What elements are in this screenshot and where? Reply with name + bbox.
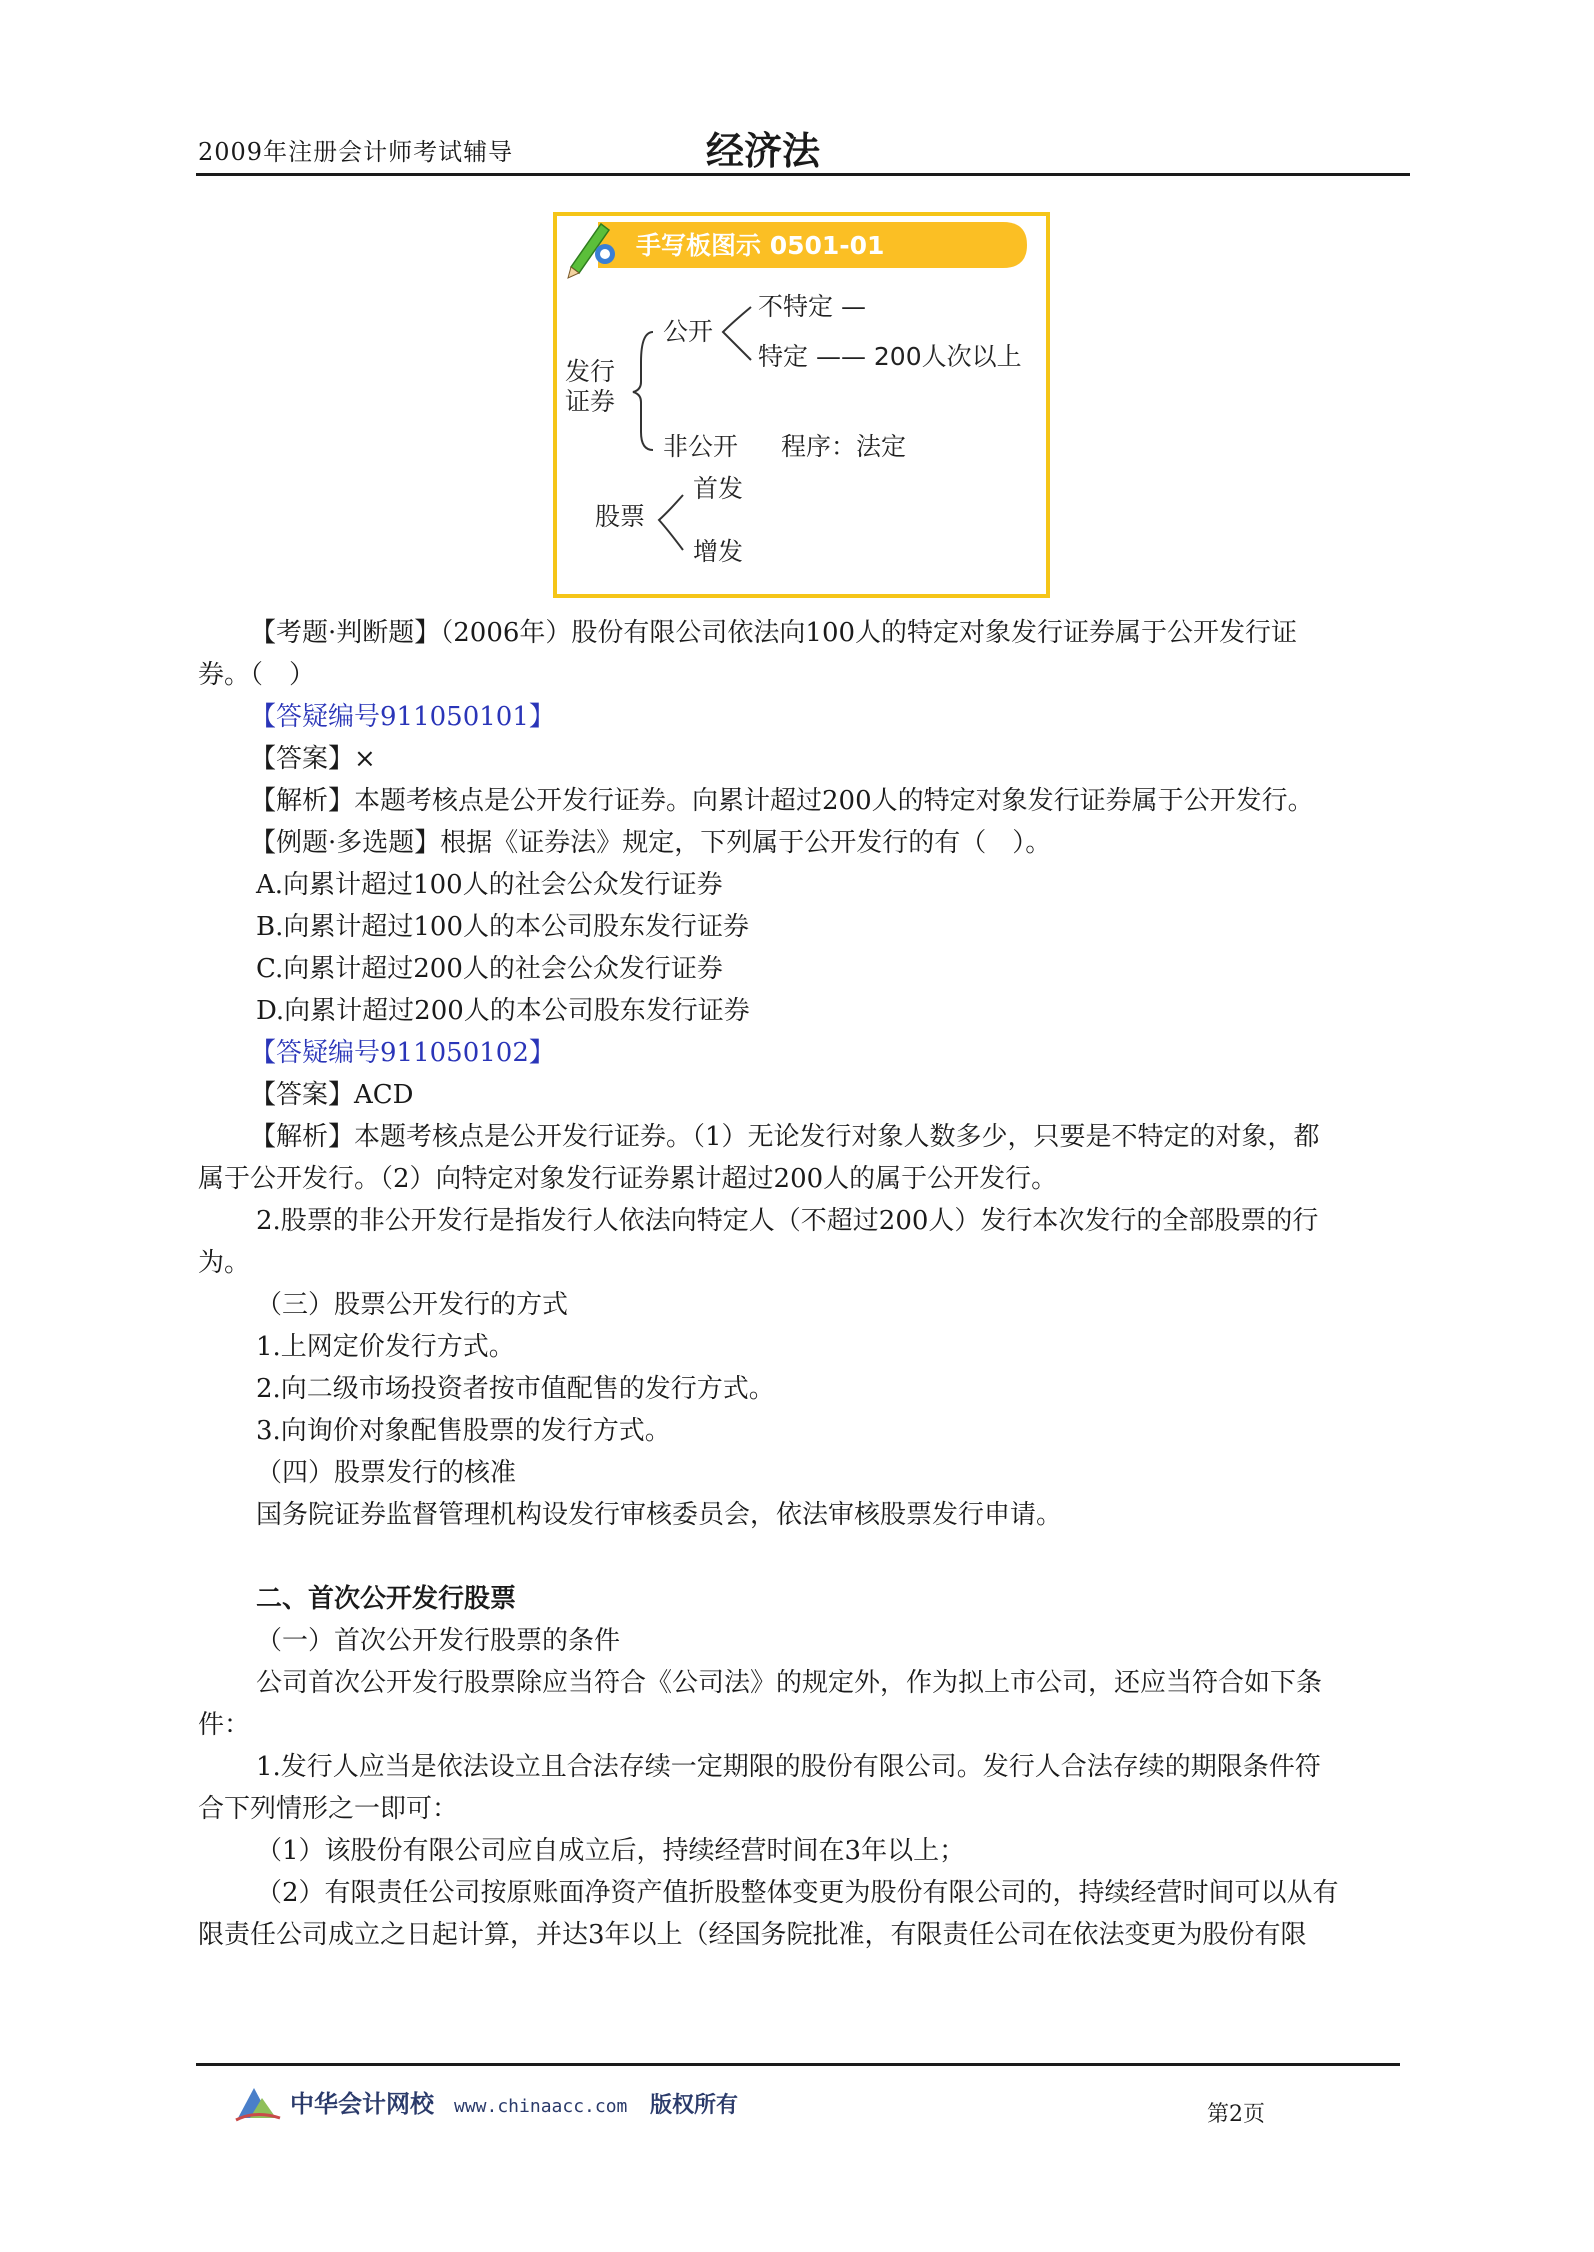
page-body bbox=[198, 612, 1412, 1956]
q2-analysis-line-2: 属于公开发行。（2）向特定对象发行证券累计超过200人的属于公开发行。 bbox=[198, 1164, 1058, 1194]
section-3-item-3: 3.向询价对象配售股票的发行方式。 bbox=[256, 1416, 671, 1446]
footer-url: www.chinaacc.com bbox=[454, 2096, 628, 2117]
section-2-para-line-1: 公司首次公开发行股票除应当符合《公司法》的规定外，作为拟上市公司，还应当符合如下条 bbox=[256, 1668, 1323, 1698]
header-rule bbox=[196, 173, 1410, 176]
header-course-title: 2009年注册会计师考试辅导 bbox=[198, 138, 514, 166]
condition-1-line-2: 合下列情形之一即可： bbox=[198, 1794, 459, 1824]
page-number: 第2页 bbox=[1207, 2102, 1265, 2127]
footer-rights: 版权所有 bbox=[650, 2093, 739, 2118]
q1-answer-code: 【答疑编号911050101】 bbox=[250, 702, 555, 732]
footer-logo bbox=[232, 2078, 772, 2128]
diagram-node-procedure: 程序：法定 bbox=[781, 432, 907, 461]
diagram-node-add-issue: 增发 bbox=[693, 537, 744, 566]
q2-option-a: A.向累计超过100人的社会公众发行证券 bbox=[256, 870, 723, 900]
section-3-item-2: 2.向二级市场投资者按市值配售的发行方式。 bbox=[256, 1374, 775, 1404]
q1-line-1: 【考题·判断题】（2006年）股份有限公司依法向100人的特定对象发行证券属于公开发行证 bbox=[250, 618, 1298, 648]
diagram-node-nonpublic: 非公开 bbox=[663, 432, 739, 461]
section-2-para-line-2: 件： bbox=[198, 1710, 251, 1740]
diagram-node-public: 公开 bbox=[663, 317, 714, 346]
q2-analysis-line-1: 【解析】本题考核点是公开发行证券。（1）无论发行对象人数多少，只要是不特定的对象，都 bbox=[250, 1122, 1320, 1152]
condition-1-item-2-line-1: （2）有限责任公司按原账面净资产值折股整体变更为股份有限公司的，持续经营时间可以从有 bbox=[256, 1878, 1339, 1908]
nonpublic-line-1: 2.股票的非公开发行是指发行人依法向特定人（不超过200人）发行本次发行的全部股票的行 bbox=[256, 1206, 1319, 1236]
q2-option-b: B.向累计超过100人的本公司股东发行证券 bbox=[256, 912, 749, 942]
q2-option-c: C.向累计超过200人的社会公众发行证券 bbox=[256, 954, 723, 984]
diagram-node-stock: 股票 bbox=[595, 502, 646, 531]
q1-answer: 【答案】× bbox=[250, 744, 376, 774]
q2-stem: 【例题·多选题】根据《证券法》规定，下列属于公开发行的有（ ）。 bbox=[250, 828, 1052, 858]
q2-answer: 【答案】ACD bbox=[250, 1080, 414, 1110]
section-3-item-1: 1.上网定价发行方式。 bbox=[256, 1332, 515, 1362]
diagram-border bbox=[555, 214, 1048, 596]
q2-answer-code: 【答疑编号911050102】 bbox=[250, 1038, 555, 1068]
footer-logo-text: 中华会计网校 bbox=[290, 2090, 434, 2118]
section-4-heading: （四）股票发行的核准 bbox=[256, 1458, 517, 1488]
diagram-tab-title: 手写板图示 0501-01 bbox=[636, 231, 885, 260]
section-spacer bbox=[198, 1536, 1412, 1578]
handwriting-diagram bbox=[553, 212, 1050, 598]
footer-rule bbox=[196, 2063, 1400, 2066]
section-3-heading: （三）股票公开发行的方式 bbox=[256, 1290, 569, 1320]
condition-1-line-1: 1.发行人应当是依法设立且合法存续一定期限的股份有限公司。发行人合法存续的期限条件符 bbox=[256, 1752, 1321, 1782]
section-2-subheading: （一）首次公开发行股票的条件 bbox=[256, 1626, 621, 1656]
diagram-node-unspecified: 不特定 — bbox=[758, 292, 866, 321]
condition-1-item-2-line-2: 限责任公司成立之日起计算，并达3年以上（经国务院批准，有限责任公司在依法变更为股份有限 bbox=[198, 1920, 1307, 1950]
q1-analysis: 【解析】本题考核点是公开发行证券。向累计超过200人的特定对象发行证券属于公开发行。 bbox=[250, 786, 1314, 816]
header-subject-title: 经济法 bbox=[706, 128, 821, 173]
condition-1-item-1: （1）该股份有限公司应自成立后，持续经营时间在3年以上； bbox=[256, 1836, 966, 1866]
diagram-node-root-1: 发行 bbox=[565, 357, 616, 386]
section-4-text: 国务院证券监督管理机构设发行审核委员会，依法审核股票发行申请。 bbox=[256, 1500, 1063, 1530]
nonpublic-line-2: 为。 bbox=[198, 1248, 251, 1278]
logo-icon bbox=[236, 2088, 280, 2120]
q1-line-2: 券。（ ） bbox=[198, 660, 316, 690]
diagram-node-specified: 特定 —— 200人次以上 bbox=[758, 342, 1022, 371]
q2-option-d: D.向累计超过200人的本公司股东发行证券 bbox=[256, 996, 750, 1026]
section-2-heading: 二、首次公开发行股票 bbox=[256, 1584, 517, 1614]
diagram-node-root-2: 证券 bbox=[565, 387, 616, 416]
diagram-node-first-issue: 首发 bbox=[693, 474, 744, 503]
